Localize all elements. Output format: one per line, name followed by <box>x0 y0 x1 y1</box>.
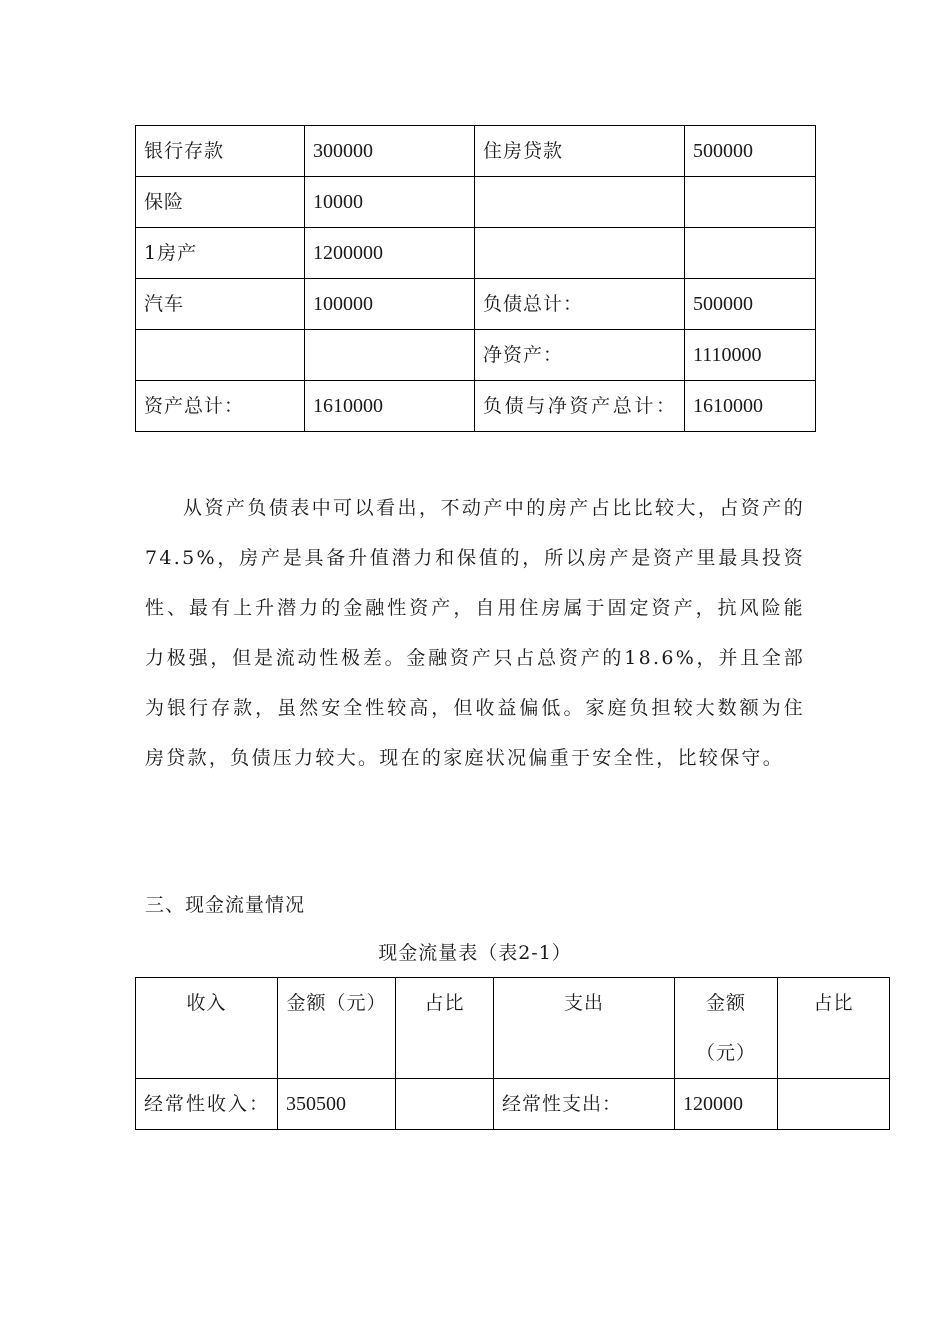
table-header-row <box>136 978 890 1079</box>
liability-name: 负债总计： <box>475 279 685 330</box>
header-expense-amount: 金额（元） <box>675 978 778 1079</box>
asset-value: 300000 <box>305 126 475 177</box>
liability-name: 负债与净资产总计： <box>475 381 685 432</box>
asset-name: 保险 <box>136 177 305 228</box>
liability-name: 净资产： <box>475 330 685 381</box>
table-row <box>136 279 816 330</box>
header-income-amount: 金额（元） <box>278 978 396 1079</box>
asset-value: 100000 <box>305 279 475 330</box>
asset-value: 1200000 <box>305 228 475 279</box>
analysis-paragraph: 从资产负债表中可以看出，不动产中的房产占比比较大，占资产的74.5%，房产是具备升值潜力和保值的，所以房产是资产里最具投资性、最有上升潜力的金融性资产，自用住房属于固定资产，抗风险能力极强，但是流动性极差。金融资产只占总资产的18.6%，并且全部为银行存款，虽然安全性较高，但收益偏低。家庭负担较大数额为住房贷款，负债压力较大。现在的家庭状况偏重于安全性，比较保守。 <box>145 497 805 769</box>
table-row <box>136 177 816 228</box>
liability-value: 500000 <box>685 279 816 330</box>
asset-name: 资产总计： <box>136 381 305 432</box>
section-heading: 三、现金流量情况 <box>145 894 306 916</box>
asset-name: 汽车 <box>136 279 305 330</box>
income-item: 经常性收入： <box>136 1079 278 1130</box>
income-amount: 350500 <box>278 1079 396 1130</box>
liability-name: 住房贷款 <box>475 126 685 177</box>
liability-name <box>475 228 685 279</box>
asset-name: 1房产 <box>136 228 305 279</box>
asset-name <box>136 330 305 381</box>
table-row <box>136 1079 890 1130</box>
table-caption: 现金流量表（表2-1） <box>378 942 572 964</box>
liability-value: 1610000 <box>685 381 816 432</box>
liability-value <box>685 228 816 279</box>
asset-value: 1610000 <box>305 381 475 432</box>
table-row <box>136 228 816 279</box>
asset-value: 10000 <box>305 177 475 228</box>
table-row <box>136 126 816 177</box>
liability-name <box>475 177 685 228</box>
asset-value <box>305 330 475 381</box>
header-expense-share: 占比 <box>778 978 890 1079</box>
header-income: 收入 <box>136 978 278 1079</box>
expense-share <box>778 1079 890 1130</box>
liability-value: 1110000 <box>685 330 816 381</box>
header-expense: 支出 <box>494 978 675 1079</box>
income-share <box>396 1079 494 1130</box>
expense-amount: 120000 <box>675 1079 778 1130</box>
expense-item: 经常性支出： <box>494 1079 675 1130</box>
asset-name: 银行存款 <box>136 126 305 177</box>
liability-value: 500000 <box>685 126 816 177</box>
header-income-share: 占比 <box>396 978 494 1079</box>
balance-sheet-table <box>135 125 816 432</box>
table-row <box>136 330 816 381</box>
table-row <box>136 381 816 432</box>
liability-value <box>685 177 816 228</box>
cashflow-table <box>135 977 890 1130</box>
